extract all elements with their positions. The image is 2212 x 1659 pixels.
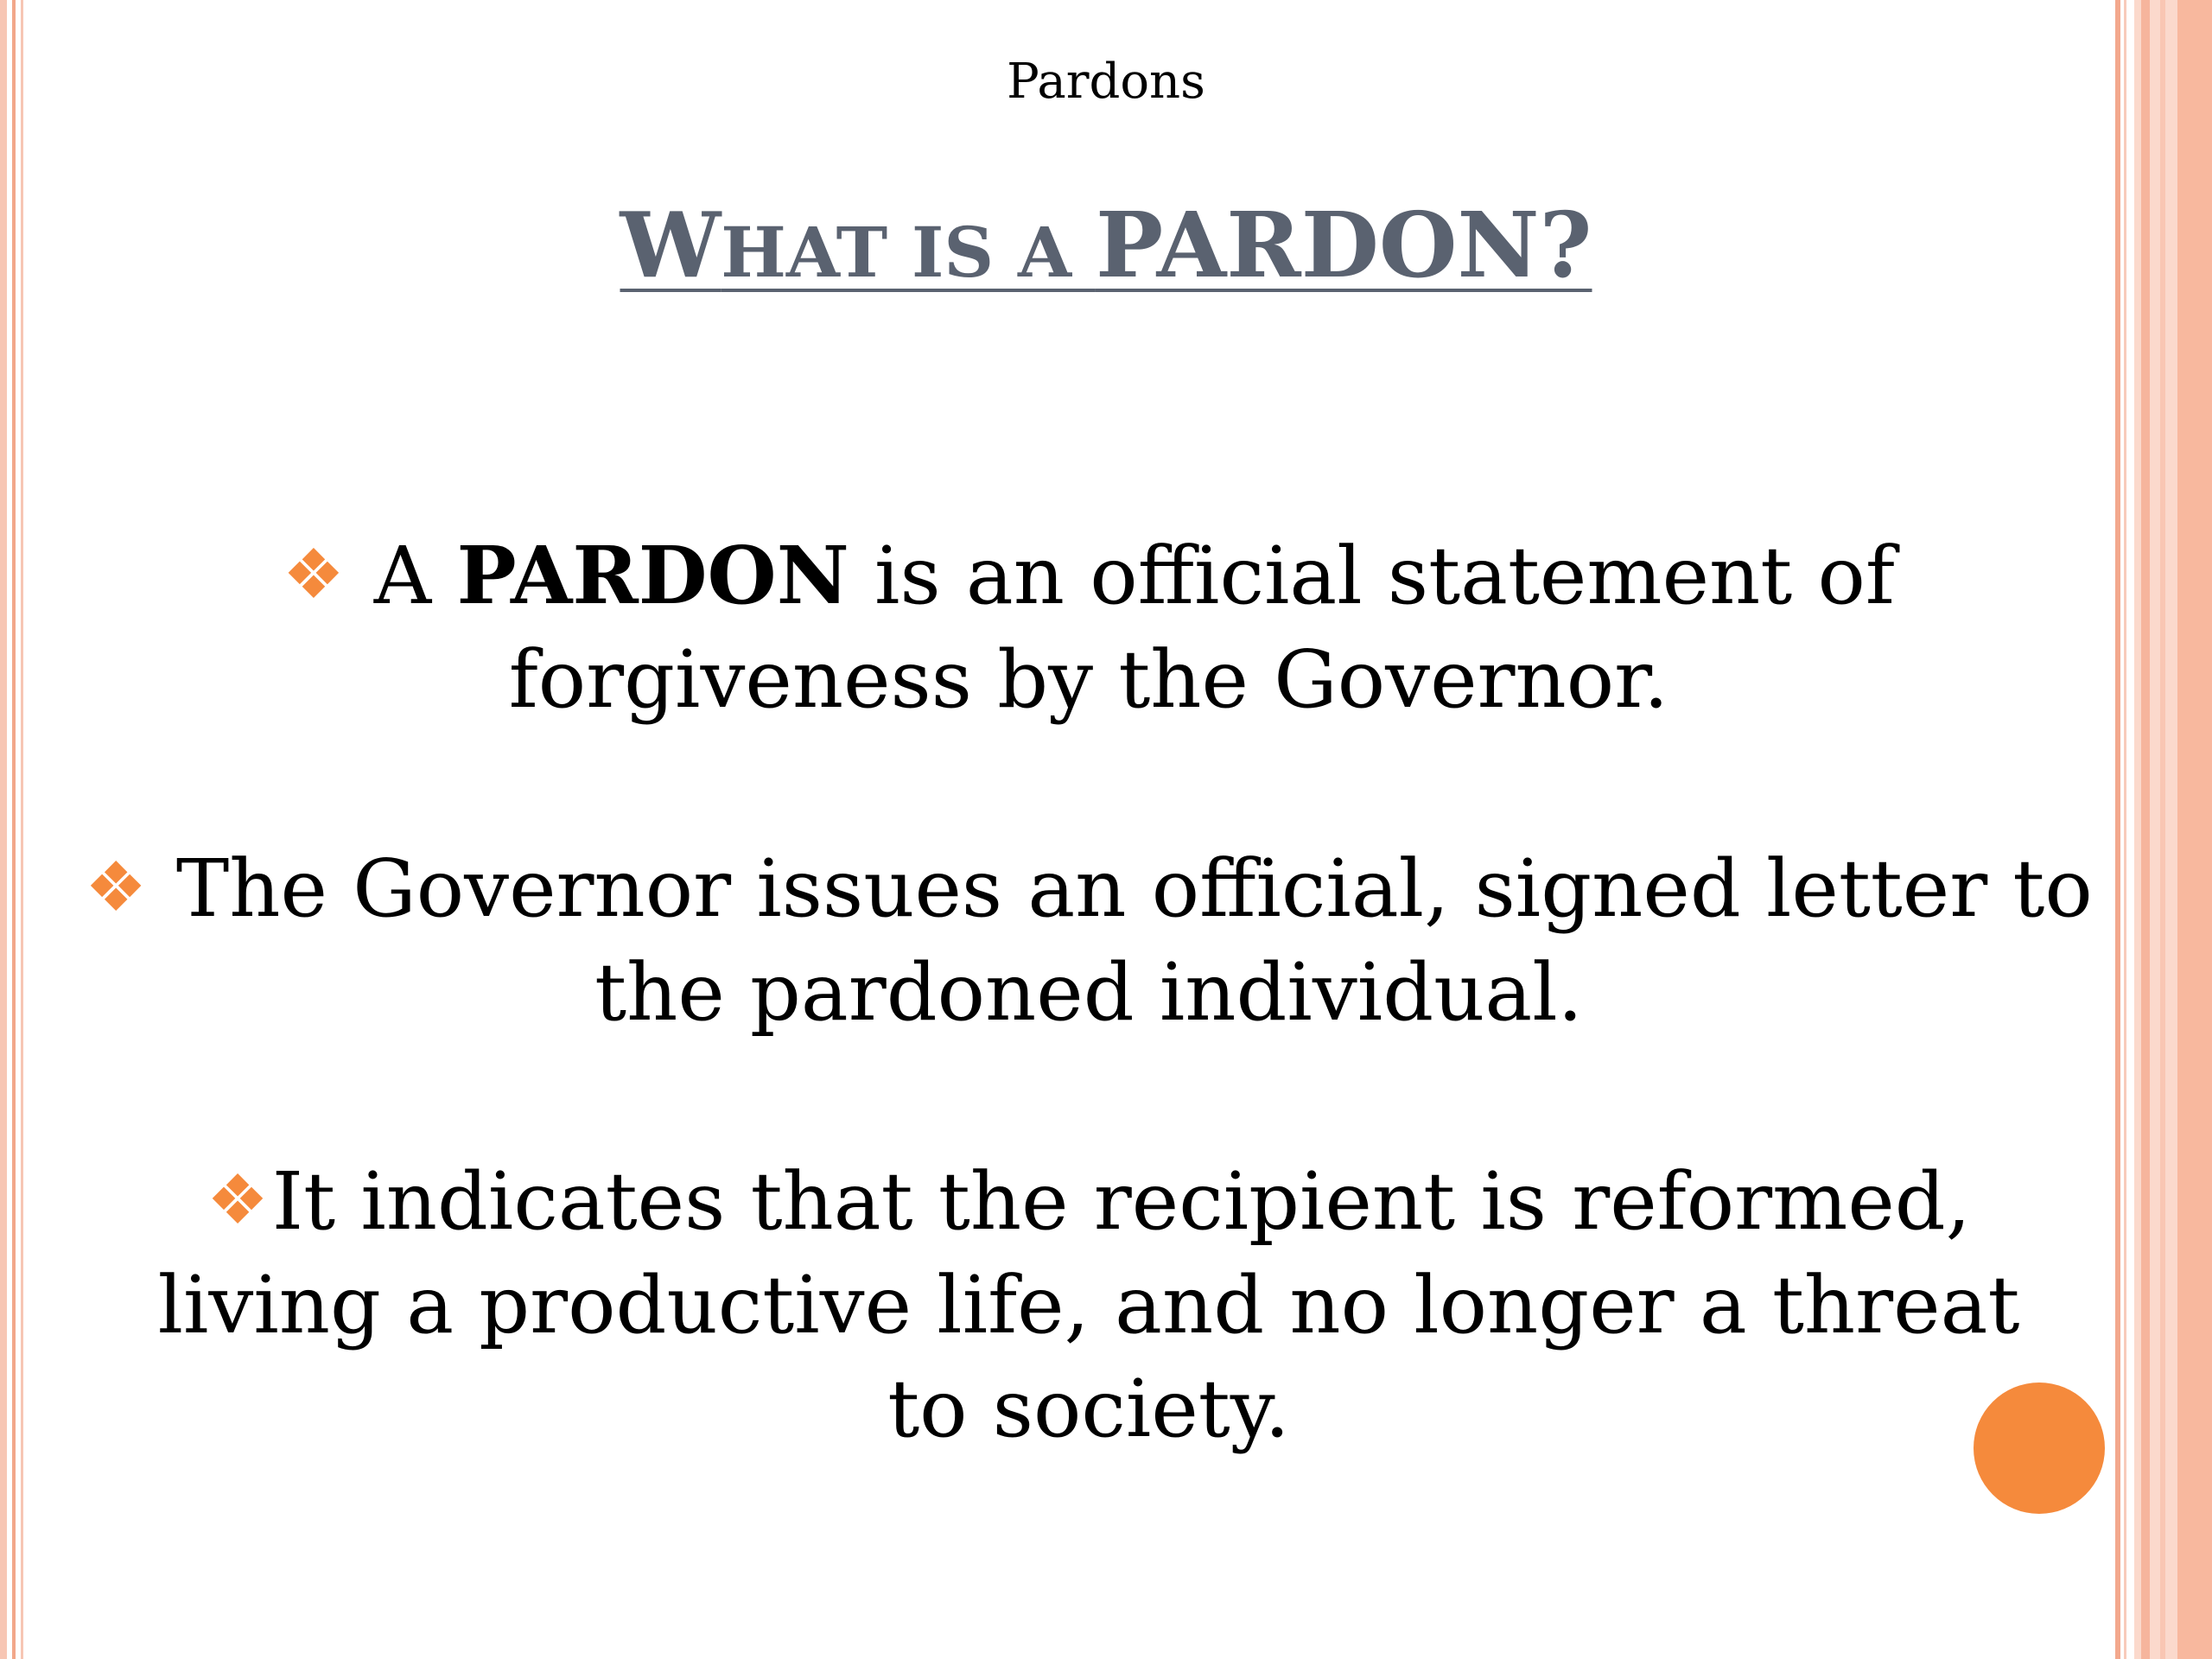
- title-small-caps: HAT IS A: [721, 212, 1096, 293]
- slide-header: Pardons: [1007, 54, 1205, 110]
- bullet-item: [52, 523, 2126, 732]
- four-diamond-bullet-icon: ❖: [207, 1160, 269, 1240]
- bullet-text: living a productive life, and no longer a threat: [157, 1259, 2020, 1351]
- bullet-text: The Governor issues an official, signed letter to: [175, 842, 2093, 935]
- slide-title: [0, 192, 2212, 298]
- bullet-bold-term: PARDON: [456, 529, 849, 622]
- bullet-text: the pardoned individual.: [594, 946, 1583, 1039]
- slide-title-text: [620, 192, 1592, 298]
- bullet-list: [52, 523, 2126, 1565]
- four-diamond-bullet-icon: ❖: [85, 847, 147, 927]
- bullet-item: [52, 1148, 2126, 1461]
- bullet-text: is an official statement of: [849, 530, 1895, 622]
- title-emphasis: PARDON?: [1095, 192, 1592, 298]
- orange-circle: [1974, 1382, 2105, 1514]
- bullet-text: It indicates that the recipient is reformed,: [271, 1155, 1971, 1248]
- four-diamond-bullet-icon: ❖: [283, 534, 345, 614]
- title-cap-letter: W: [620, 192, 721, 298]
- bullet-text: A: [373, 530, 457, 622]
- bullet-text: forgiveness by the Governor.: [508, 633, 1669, 726]
- bullet-item: [52, 836, 2126, 1045]
- bullet-text: to society.: [887, 1363, 1290, 1455]
